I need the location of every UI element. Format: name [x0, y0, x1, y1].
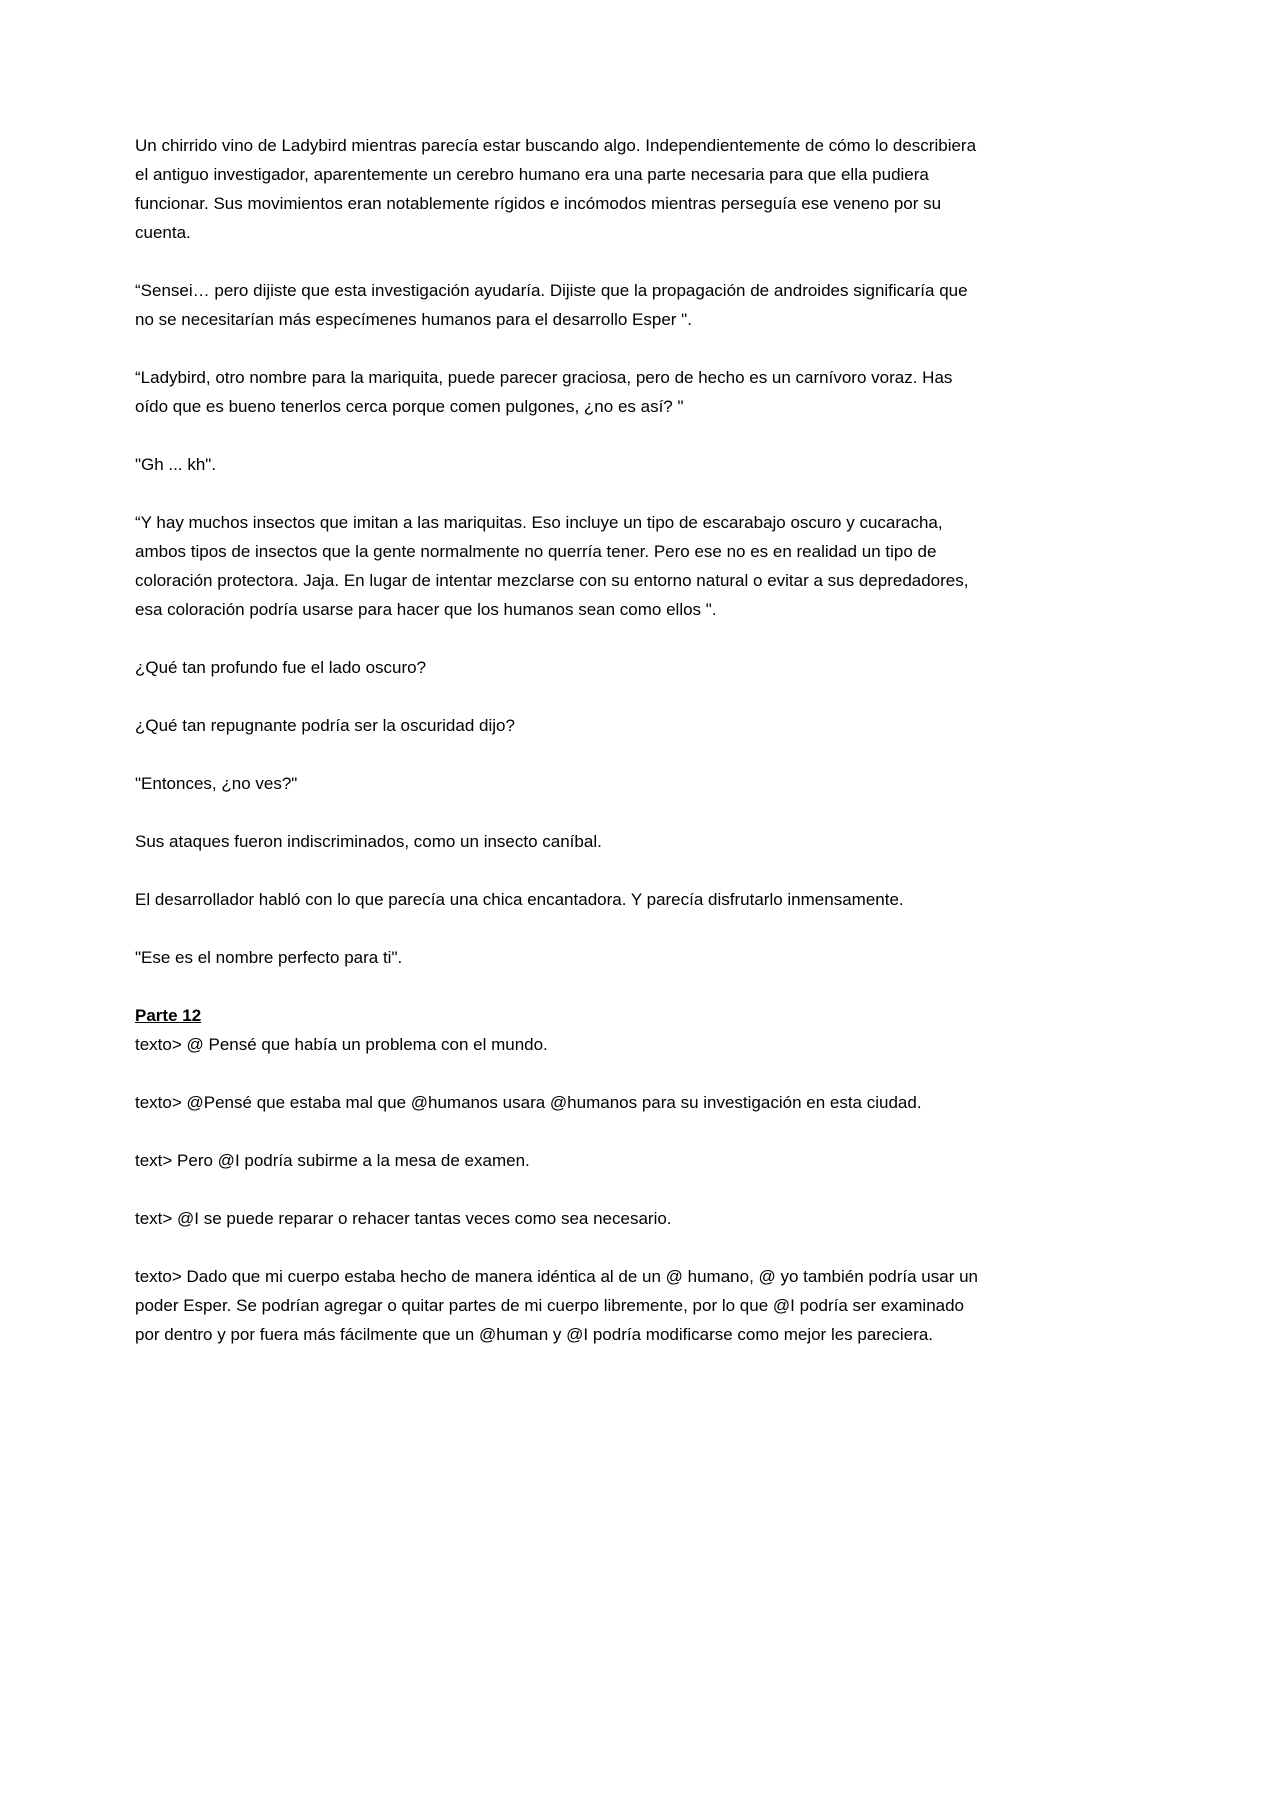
paragraph-texto-1: texto> @ Pensé que había un problema con el mundo.	[135, 1035, 548, 1054]
paragraph-dialogue-sensei: “Sensei… pero dijiste que esta investigación ayudaría. Dijiste que la propagación de androides significaría que no se necesitarían más especímenes humanos para el desarrollo Esper ".	[135, 281, 973, 329]
paragraph-narration-3: El desarrollador habló con lo que parecía una chica encantadora. Y parecía disfrutarlo inmensamente.	[135, 890, 904, 909]
paragraph-texto-3: text> Pero @I podría subirme a la mesa de examen.	[135, 1151, 530, 1170]
section-heading-parte-12: Parte 12	[135, 1006, 202, 1025]
paragraph-question-2: ¿Qué tan repugnante podría ser la oscuridad dijo?	[135, 716, 515, 735]
paragraph-dialogue-entonces: "Entonces, ¿no ves?"	[135, 774, 298, 793]
paragraph-dialogue-ladybird: “Ladybird, otro nombre para la mariquita, puede parecer graciosa, pero de hecho es un carnívoro voraz. Has oído que es bueno tenerlos cerca porque comen pulgones, ¿no es así? "	[135, 368, 958, 416]
paragraph-dialogue-insectos: “Y hay muchos insectos que imitan a las mariquitas. Eso incluye un tipo de escarabajo oscuro y cucaracha, ambos tipos de insectos que la gente normalmente no querría tener. Pero ese no es en realidad un tipo de coloración protectora. Jaja. En lugar de intentar mezclarse con su entorno natural o evitar a sus depredadores, esa coloración podría usarse para hacer que los humanos sean como ellos ".	[135, 513, 974, 619]
paragraph-texto-4: text> @I se puede reparar o rehacer tantas veces como sea necesario.	[135, 1209, 672, 1228]
paragraph-narration-1: Un chirrido vino de Ladybird mientras parecía estar buscando algo. Independientemente de cómo lo describiera el antiguo investigador, aparentemente un cerebro humano era una parte necesaria para que ella pudiera funcionar. Sus movimientos eran notablemente rígidos e incómodos mientras perseguía ese veneno por su cuenta.	[135, 136, 981, 242]
paragraph-dialogue-gh-kh: "Gh ... kh".	[135, 455, 217, 474]
paragraph-question-1: ¿Qué tan profundo fue el lado oscuro?	[135, 658, 427, 677]
paragraph-texto-5: texto> Dado que mi cuerpo estaba hecho de manera idéntica al de un @ humano, @ yo también podría usar un poder Esper. Se podrían agregar o quitar partes de mi cuerpo libremente, por lo que @I podría ser examinado por dentro y por fuera más fácilmente que un @human y @I podría modificarse como mejor les pareciera.	[135, 1267, 983, 1344]
paragraph-narration-2: Sus ataques fueron indiscriminados, como un insecto caníbal.	[135, 832, 602, 851]
paragraph-texto-2: texto> @Pensé que estaba mal que @humanos usara @humanos para su investigación en esta ciudad.	[135, 1093, 922, 1112]
paragraph-dialogue-nombre: "Ese es el nombre perfecto para ti".	[135, 948, 403, 967]
